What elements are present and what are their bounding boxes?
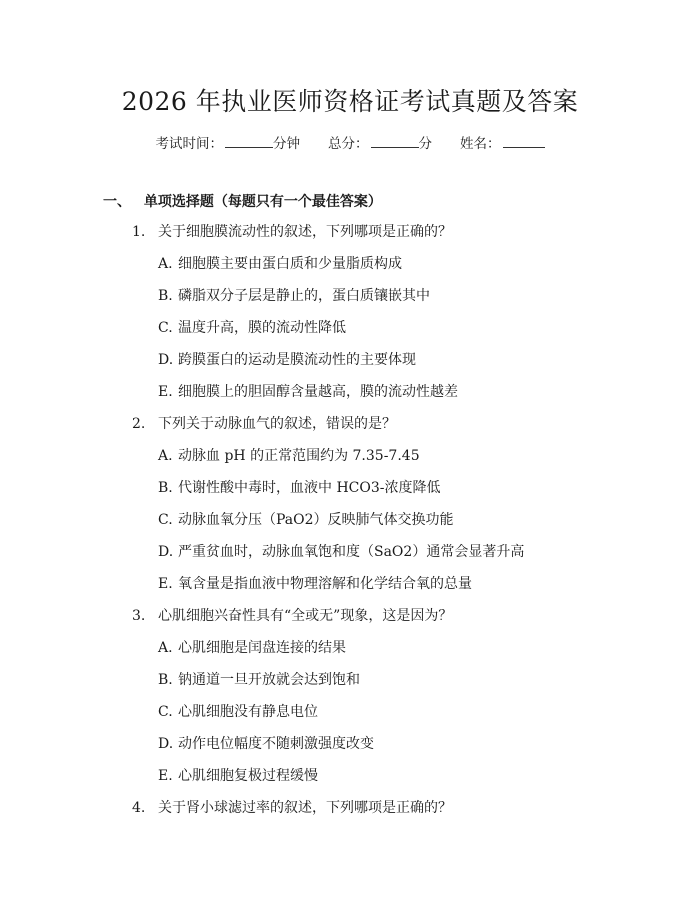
answer-option	[132, 479, 612, 511]
answer-option	[132, 639, 612, 671]
option-text: 心肌细胞是闰盘连接的结果	[178, 640, 346, 656]
answer-option	[132, 319, 612, 351]
answer-option	[132, 575, 612, 607]
option-text: 动脉血 pH 的正常范围约为 7.35-7.45	[178, 448, 420, 464]
answer-option	[132, 447, 612, 479]
option-letter: C.	[158, 320, 173, 336]
page-title: 2026 年执业医师资格证考试真题及答案	[121, 87, 579, 116]
time-label: 考试时间：	[155, 136, 223, 152]
answer-option	[132, 511, 612, 543]
exam-time	[156, 132, 301, 152]
option-text: 温度升高，膜的流动性降低	[178, 320, 346, 336]
question-text: 关于细胞膜流动性的叙述，下列哪项是正确的？	[158, 224, 452, 240]
option-letter: B.	[158, 672, 173, 688]
question-text: 心肌细胞兴奋性具有“全或无”现象，这是因为？	[158, 608, 453, 624]
section-heading	[103, 191, 382, 211]
option-text: 磷脂双分子层是静止的，蛋白质镶嵌其中	[178, 288, 430, 304]
question-stem	[132, 415, 612, 447]
option-letter: D.	[158, 544, 174, 560]
option-letter: B.	[158, 288, 173, 304]
option-letter: E.	[158, 576, 173, 592]
option-letter: D.	[158, 736, 174, 752]
section-number: 一、	[103, 194, 131, 210]
question-number: 1.	[132, 224, 146, 240]
name-label: 姓名：	[460, 136, 501, 152]
question-list	[132, 223, 612, 831]
option-text: 动脉血氧分压（PaO2）反映肺气体交换功能	[178, 512, 454, 528]
question-stem	[132, 223, 612, 255]
answer-option	[132, 383, 612, 415]
answer-option	[132, 703, 612, 735]
score-label: 总分：	[328, 136, 369, 152]
option-text: 钠通道一旦开放就会达到饱和	[178, 672, 360, 688]
answer-option	[132, 671, 612, 703]
option-text: 动作电位幅度不随刺激强度改变	[178, 736, 374, 752]
option-letter: E.	[158, 768, 173, 784]
question-stem	[132, 799, 612, 831]
answer-option	[132, 735, 612, 767]
option-text: 细胞膜上的胆固醇含量越高，膜的流动性越差	[178, 384, 458, 400]
answer-option	[132, 287, 612, 319]
question-number: 2.	[132, 416, 146, 432]
question-text: 关于肾小球滤过率的叙述，下列哪项是正确的？	[158, 800, 452, 816]
option-letter: A.	[158, 640, 173, 656]
answer-option	[132, 767, 612, 799]
answer-option	[132, 255, 612, 287]
time-blank	[225, 133, 273, 148]
option-text: 细胞膜主要由蛋白质和少量脂质构成	[178, 256, 402, 272]
score-unit: 分	[418, 136, 432, 152]
option-text: 代谢性酸中毒时，血液中 HCO3-浓度降低	[178, 480, 441, 496]
question-number: 4.	[132, 800, 146, 816]
option-letter: C.	[158, 512, 173, 528]
option-text: 氧含量是指血液中物理溶解和化学结合氧的总量	[178, 576, 472, 592]
section-title: 单项选择题（每题只有一个最佳答案）	[143, 194, 382, 210]
answer-option	[132, 543, 612, 575]
option-letter: A.	[158, 448, 173, 464]
option-text: 心肌细胞没有静息电位	[178, 704, 318, 720]
answer-option	[132, 351, 612, 383]
exam-meta	[0, 132, 700, 152]
option-text: 严重贫血时，动脉血氧饱和度（SaO2）通常会显著升高	[178, 544, 525, 560]
total-score	[328, 132, 432, 152]
question-number: 3.	[132, 608, 146, 624]
student-name	[460, 132, 545, 152]
option-letter: D.	[158, 352, 174, 368]
option-letter: E.	[158, 384, 173, 400]
option-text: 心肌细胞复极过程缓慢	[178, 768, 318, 784]
name-blank	[503, 133, 545, 148]
option-letter: A.	[158, 256, 173, 272]
time-unit: 分钟	[273, 136, 300, 152]
question-text: 下列关于动脉血气的叙述，错误的是？	[158, 416, 396, 432]
option-text: 跨膜蛋白的运动是膜流动性的主要体现	[178, 352, 416, 368]
option-letter: B.	[158, 480, 173, 496]
score-blank	[371, 133, 419, 148]
option-letter: C.	[158, 704, 173, 720]
question-stem	[132, 607, 612, 639]
